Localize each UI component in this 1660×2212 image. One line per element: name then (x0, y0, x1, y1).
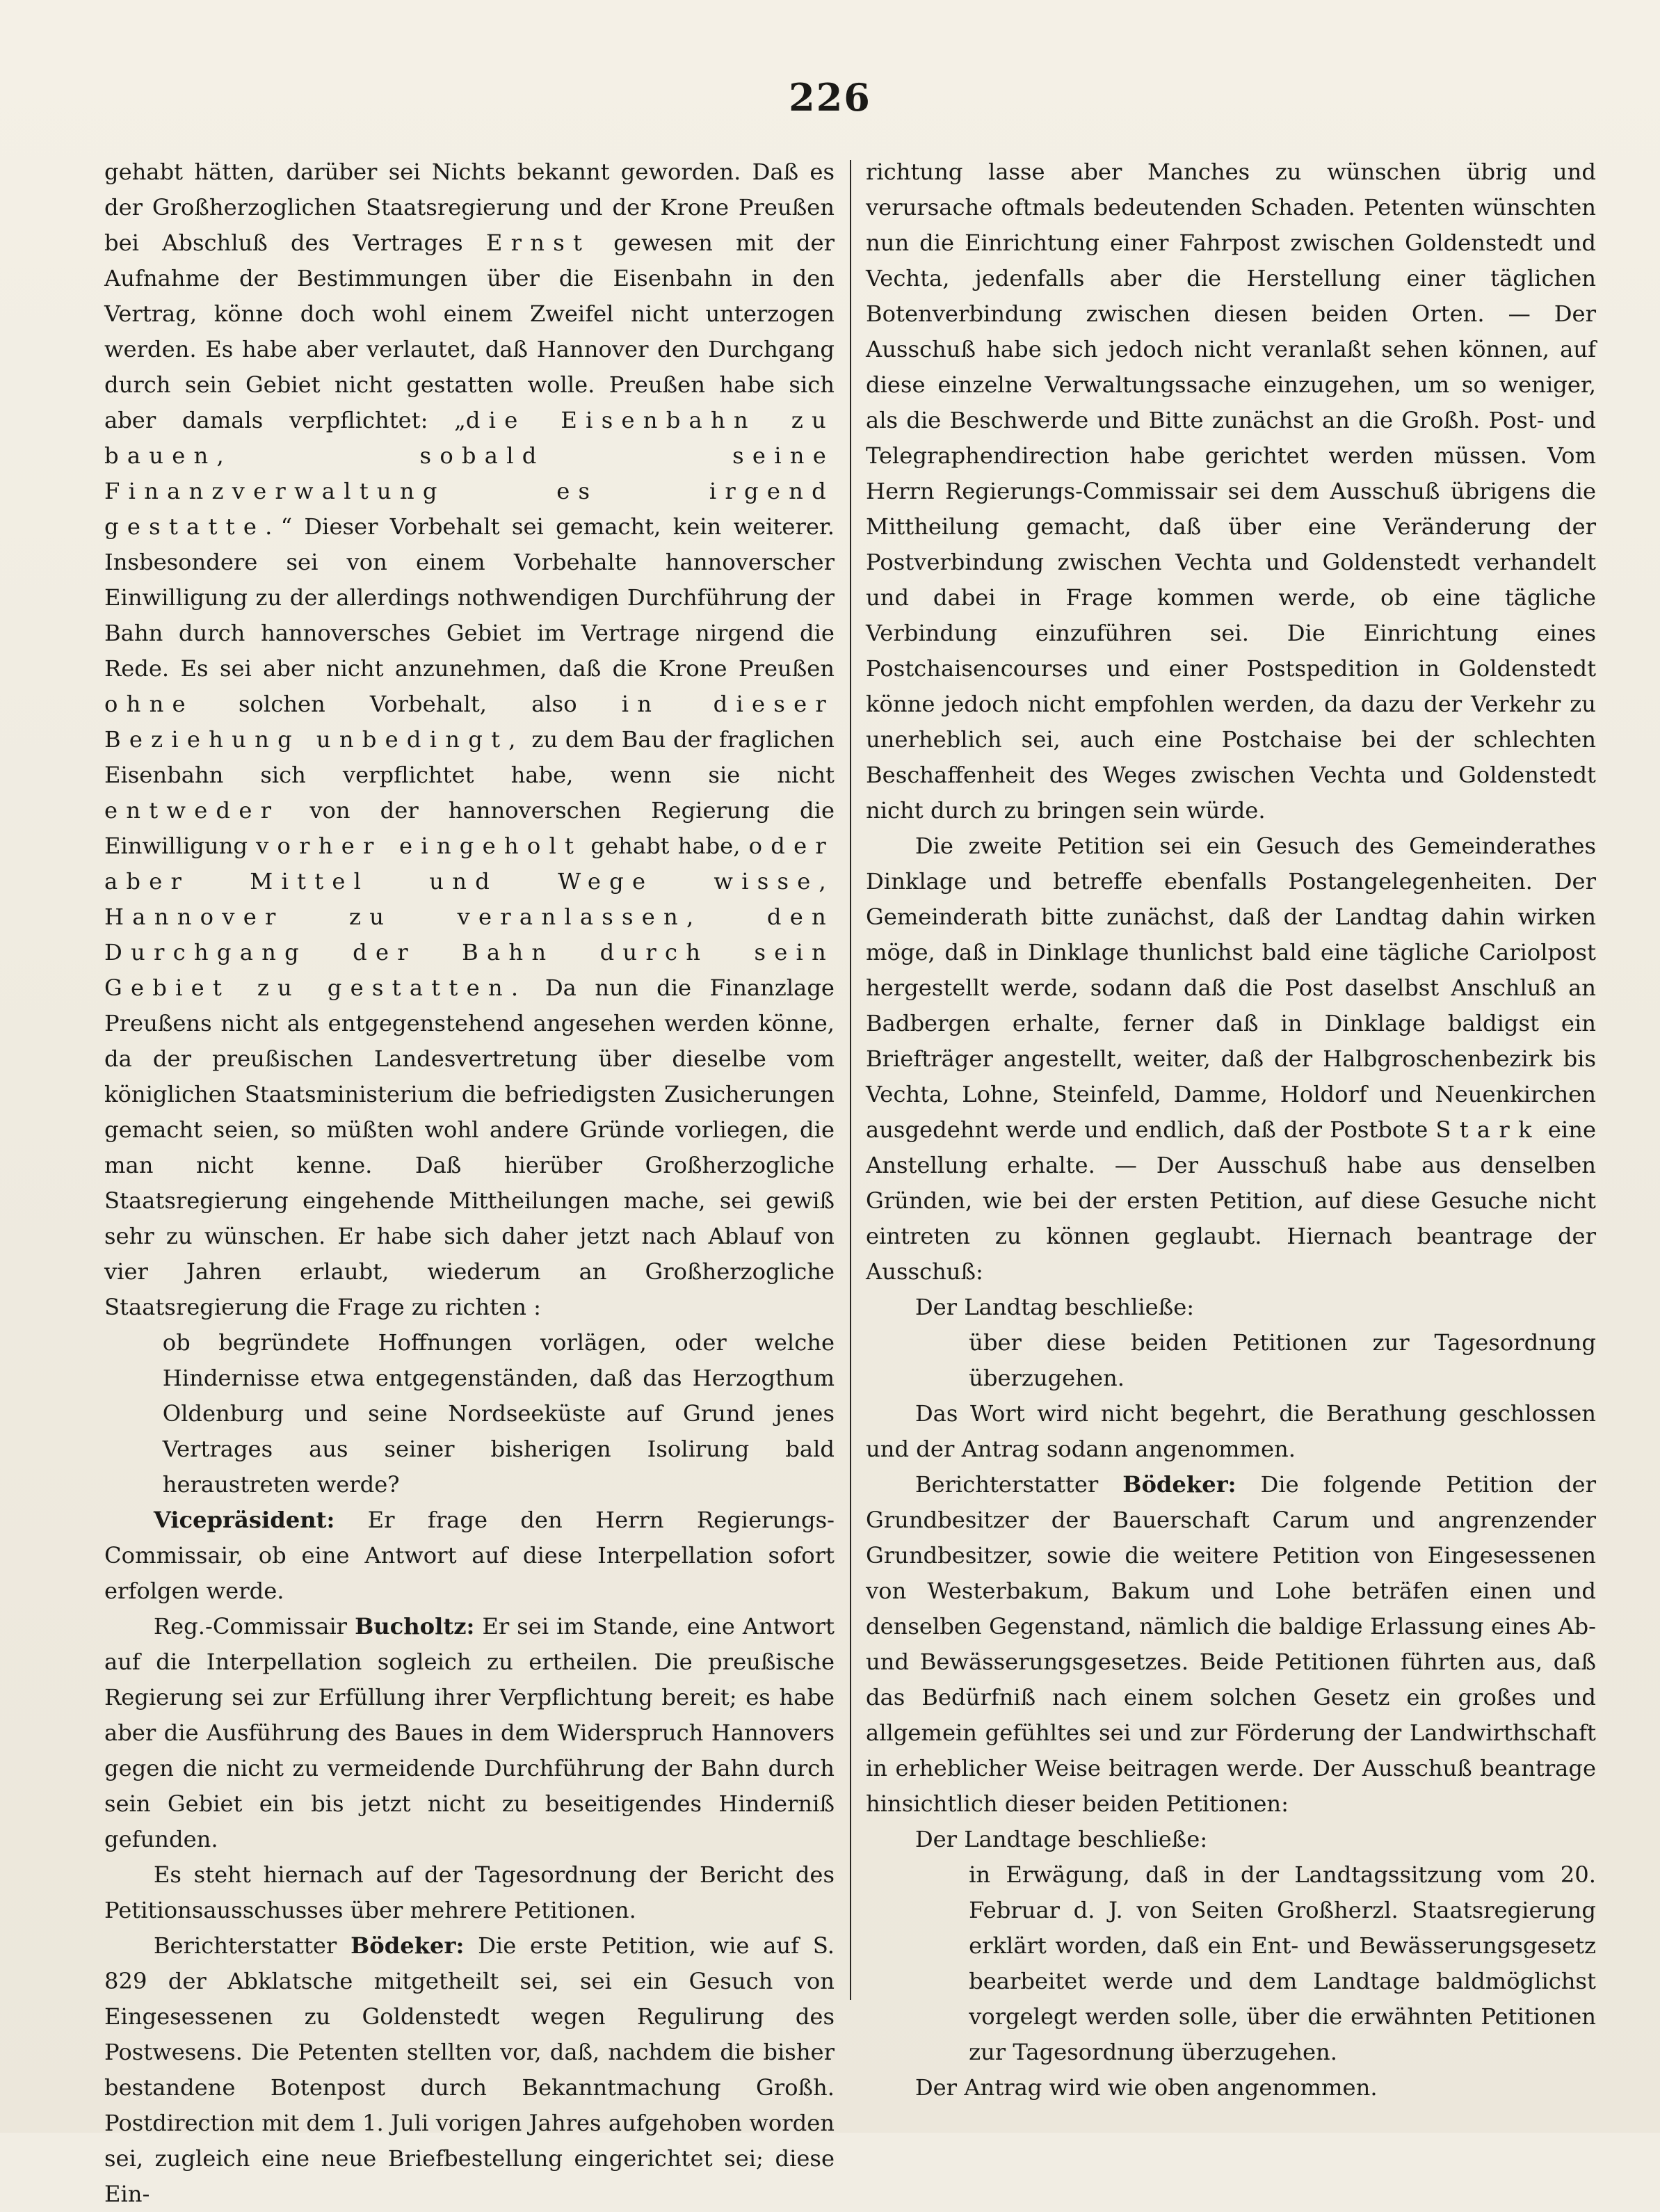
text-run: Er frage den Herrn Regierungs-Commissair, ob eine Antwort auf diese Interpellation sofort erfolgen werde. (104, 1507, 835, 1604)
emphasized-text: die Eisenbahn zu bauen, sobald seine Finanzverwaltung es irgend gestatte. (104, 407, 835, 540)
speaker-name: Bucholtz: (355, 1613, 475, 1640)
text-run: Die folgende Petition der Grundbesitzer der Bauerschaft Carum und angrenzender Grundbesitzer, sowie die weitere Petition von Eingesessenen von Westerbakum, Bakum und Lohe beträfen einen und denselben Gegenstand, nämlich die baldige Erlassung eines Ab- und Bewässerungsgesetzes. Beide Petitionen führten aus, daß das Bedürfniß nach einem solchen Gesetz ein großes und allgemein gefühltes sei und zur Förderung der Landwirthschaft in erheblicher Weise beitragen werde. Der Ausschuß beantrage hinsichtlich dieser beiden Petitionen: (866, 1471, 1596, 1817)
text-run: von der hannoverschen Regierung die Einwilligung (104, 797, 835, 859)
text-run: Der Antrag wird wie oben angenommen. (914, 2074, 1378, 2101)
paragraph (104, 1502, 835, 1609)
speaker-name: Bödeker: (350, 1932, 465, 1959)
paragraph (104, 1928, 835, 2212)
emphasized-text: Ernst (485, 230, 591, 256)
text-run: Der Landtag beschließe: (914, 1294, 1195, 1320)
text-run: Berichterstatter (153, 1932, 351, 1959)
emphasized-text: vorher eingeholt (256, 833, 583, 859)
text-run: Die erste Petition, wie auf S. 829 der Abklatsche mitgetheilt sei, sei ein Gesuch von Eingesessenen zu Goldenstedt wegen Regulirung des Postwesens. Die Petenten stellten vor, daß, nachdem die bisher bestandene Botenpost durch Bekanntmachung Großh. Postdirection mit dem 1. Juli vorigen Jahres aufgehoben worden sei, zugleich eine neue Briefbestellung eingerichtet sei; diese Ein- (104, 1932, 835, 2207)
emphasized-text: oder aber Mittel und Wege wisse, Hannover zu veranlassen, den Durchgang der Bahn durch sein Gebiet zu gestatten. (104, 833, 835, 1001)
paragraph (866, 1467, 1596, 1822)
paragraph (104, 1857, 835, 1928)
text-run: Es steht hiernach auf der Tagesordnung der Bericht des Petitionsausschusses über mehrere Petitionen. (104, 1861, 835, 1923)
text-run: über diese beiden Petitionen zur Tagesordnung überzugehen. (969, 1329, 1596, 1391)
text-run: eine Anstellung erhalte. — Der Ausschuß habe aus denselben Gründen, wie bei der ersten Petition, auf diese Gesuche nicht eintreten zu können geglaubt. Hiernach beantrage der Ausschuß: (866, 1116, 1596, 1285)
paragraph (866, 1822, 1596, 1857)
text-run: “ Dieser Vorbehalt sei gemacht, kein weiterer. Insbesondere sei von einem Vorbehalte hannoverscher Einwilligung zu der allerdings nothwendigen Durchführung der Bahn durch hannoversches Gebiet im Vertrage nirgend die Rede. Es sei aber nicht anzunehmen, daß die Krone Preußen (104, 513, 835, 682)
text-run: zu dem Bau der fraglichen Eisenbahn sich verpflichtet habe, wenn sie nicht (104, 726, 835, 788)
text-run: Die zweite Petition sei ein Gesuch des Gemeinderathes Dinklage und betreffe ebenfalls Postangelegenheiten. Der Gemeinderath bitte zunächst, daß der Landtag dahin wirken möge, daß in Dinklage thunlichst bald eine tägliche Cariolpost hergestellt werde, sodann daß die Post daselbst Anschluß an Badbergen erhalte, ferner daß in Dinklage baldigst ein Briefträger angestellt, weiter, daß der Halbgroschenbezirk bis Vechta, Lohne, Steinfeld, Damme, Holdorf und Neuenkirchen ausgedehnt werde und endlich, daß der Postbote (866, 833, 1596, 1143)
emphasized-text: in dieser Beziehung unbedingt, (104, 691, 835, 753)
emphasized-text: entweder (104, 797, 280, 824)
text-run: Berichterstatter (914, 1471, 1123, 1498)
paragraph (969, 1857, 1596, 2070)
text-run: solchen Vorbehalt, also (193, 691, 622, 717)
right-column (866, 154, 1596, 2106)
text-run: gehabt habe, (582, 833, 749, 859)
paragraph (866, 828, 1596, 1290)
paragraph (866, 1396, 1596, 1467)
column-divider (850, 160, 851, 2000)
left-column (104, 154, 835, 2212)
paragraph (104, 1609, 835, 1857)
text-run: gehabt hätten, darüber sei Nichts bekannt geworden. Daß es der Großherzoglichen Staatsregierung und der Krone Preußen bei Abschluß des Vertrages (104, 159, 835, 256)
speaker-name: Bödeker: (1122, 1471, 1236, 1498)
text-run: in Erwägung, daß in der Landtagssitzung vom 20. Februar d. J. von Seiten Großherzl. Staatsregierung erklärt worden, daß ein Ent- und Bewässerungsgesetz bearbeitet werde und dem Landtage baldmöglichst vorgelegt werden solle, über die erwähnten Petitionen zur Tagesordnung überzugehen. (969, 1861, 1596, 2065)
paragraph (866, 2070, 1596, 2106)
text-run: Da nun die Finanzlage Preußens nicht als entgegenstehend angesehen werden könne, da der preußischen Landesvertretung über dieselbe vom königlichen Staatsministerium die befriedigsten Zusicherungen gemacht seien, so müßten wohl andere Gründe vorliegen, die man nicht kenne. Daß hierüber Großherzogliche Staatsregierung eingehende Mittheilungen mache, sei gewiß sehr zu wünschen. Er habe sich daher jetzt nach Ablauf von vier Jahren erlaubt, wiederum an Großherzogliche Staatsregierung die Frage zu richten : (104, 975, 835, 1320)
text-run: gewesen mit der Aufnahme der Bestimmungen über die Eisenbahn in den Vertrag, könne doch wohl einem Zweifel nicht unterzogen werden. Es habe aber verlautet, daß Hannover den Durchgang durch sein Gebiet nicht gestatten wolle. Preußen habe sich aber damals verpflichtet: „ (104, 230, 835, 433)
paragraph (866, 154, 1596, 828)
text-run: Der Landtage beschließe: (914, 1826, 1208, 1852)
text-run: richtung lasse aber Manches zu wünschen übrig und verursache oftmals bedeutenden Schaden. Petenten wünschten nun die Einrichtung einer Fahrpost zwischen Goldenstedt und Vechta, jedenfalls aber die Herstellung einer täglichen Botenverbindung zwischen diesen beiden Orten. — Der Ausschuß habe sich jedoch nicht veranlaßt sehen können, auf diese einzelne Verwaltungssache einzugehen, um so weniger, als die Beschwerde und Bitte zunächst an die Großh. Post- und Telegraphendirection habe gerichtet werden müssen. Vom Herrn Regierungs-Commissair sei dem Ausschuß übrigens die Mittheilung gemacht, daß über eine Veränderung der Postverbindung zwischen Vechta und Goldenstedt verhandelt und dabei in Frage kommen werde, ob eine tägliche Verbindung einzuführen sei. Die Einrichtung eines Postchaisencourses und einer Postspedition in Goldenstedt könne jedoch nicht empfohlen werden, da dazu der Verkehr zu unerheblich sei, auch eine Postchaise bei der schlechten Beschaffenheit des Weges zwischen Vechta und Goldenstedt nicht durch zu bringen sein würde. (866, 159, 1596, 824)
text-run: ob begründete Hoffnungen vorlägen, oder welche Hindernisse etwa entgegenständen, daß das Herzogthum Oldenburg und seine Nordseeküste auf Grund jenes Vertrages aus seiner bisherigen Isolirung bald heraustreten werde? (162, 1329, 835, 1498)
page-number: 226 (789, 75, 871, 120)
paragraph (163, 1325, 835, 1502)
text-run: Das Wort wird nicht begehrt, die Berathung geschlossen und der Antrag sodann angenommen. (866, 1400, 1596, 1462)
emphasized-text: Stark (1435, 1116, 1540, 1143)
paragraph (969, 1325, 1596, 1396)
text-run: Reg.-Commissair (153, 1613, 355, 1640)
speaker-name: Vicepräsident: (153, 1507, 335, 1533)
paragraph (104, 154, 835, 1325)
emphasized-text: ohne (104, 691, 194, 717)
text-run: Er sei im Stande, eine Antwort auf die Interpellation sogleich zu ertheilen. Die preußische Regierung sei zur Erfüllung ihrer Verpflichtung bereit; es habe aber die Ausführung des Baues in dem Widerspruch Hannovers gegen die nicht zu vermeidende Durchführung der Bahn durch sein Gebiet ein bis jetzt nicht zu beseitigendes Hinderniß gefunden. (104, 1613, 835, 1852)
paragraph (866, 1290, 1596, 1325)
